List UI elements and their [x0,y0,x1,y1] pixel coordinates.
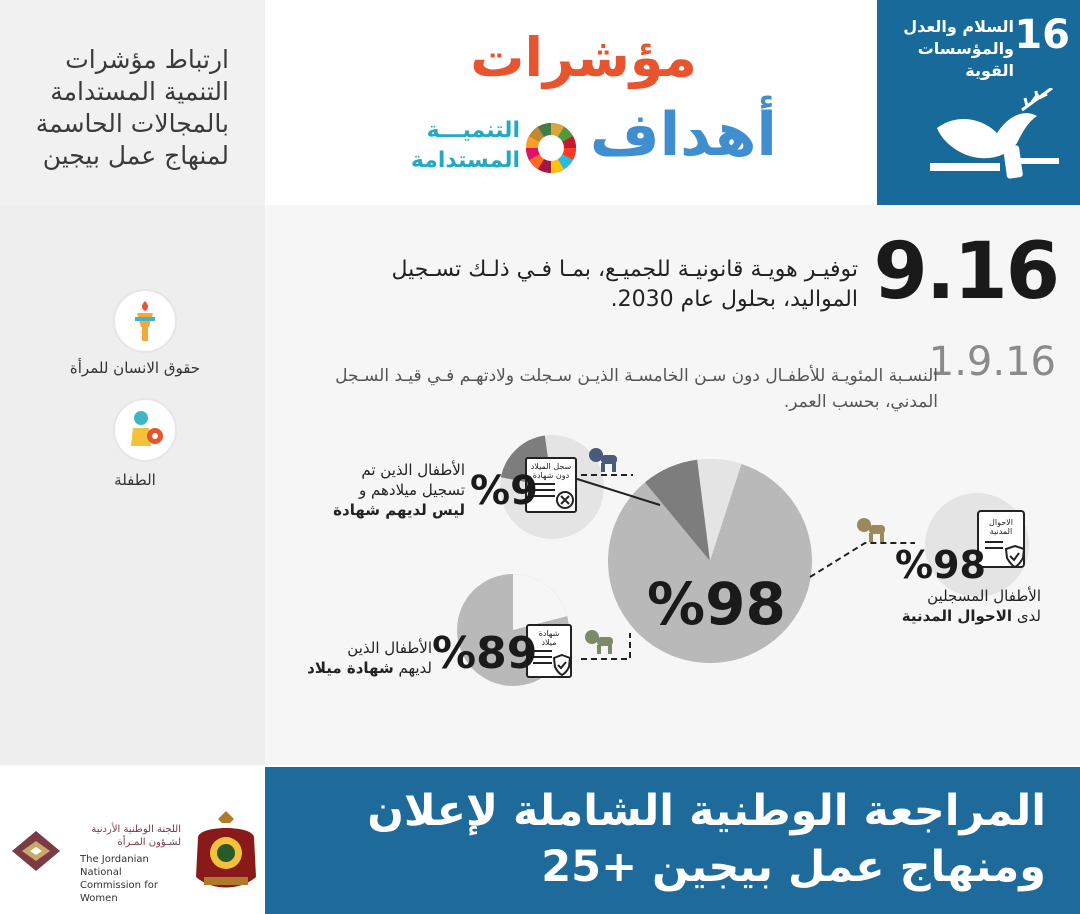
subtitle-line: التنمية المستدامة [50,77,229,106]
subtitle [9,44,229,172]
target-number: 9.16 [873,227,1058,317]
torch-icon [115,291,175,351]
note-line: الأطفال المسجلين [927,587,1041,605]
title-goals: أهداف [589,100,777,170]
main-percentage [647,570,786,638]
goal-title-line: السلام والعدل [903,17,1014,36]
doc-label: سجل الميلاد [530,462,572,471]
percent-sign: % [895,543,934,587]
sidebar-item-icon [113,289,177,353]
doc-label: دون شهادة [532,471,570,480]
doc-label: ميلاد [541,638,557,647]
percent-value: 9 [510,468,538,514]
logos-panel [0,765,265,914]
note-line: لدى [1016,607,1041,625]
title-indicators: مؤشرات [470,26,697,89]
dove-gavel-icon [927,88,1067,188]
registered-note [876,586,1041,626]
with-cert-percentage [432,628,537,679]
goal-number: 16 [1014,12,1070,58]
with-cert-note [270,638,432,678]
note-line: الأطفال الذين [347,639,432,657]
sidebar-item-icon [113,398,177,462]
commission-logo-icon [8,827,64,877]
subtitle-line: ارتباط مؤشرات [65,45,229,74]
percent-value: 98 [705,570,786,638]
baby-icon [857,518,885,542]
baby-icon [585,630,613,654]
doc-label: المدنية [989,527,1013,536]
doc-label: الاحوال [989,518,1013,527]
jordan-coat-of-arms-icon [190,807,262,893]
subtitle-panel [0,0,265,205]
indicator-text-line: المدني، بحسب العمر. [783,392,938,412]
banner-title [286,783,1046,895]
sdg-word-development: التنميـــة [426,118,520,143]
sdg-wheel-icon [525,122,577,174]
no-cert-percentage [470,468,538,514]
note-line-bold: ليس لديهم شهادة [333,501,465,519]
commission-name-arabic [76,823,181,849]
percent-sign: % [432,628,477,679]
note-line: تسجيل ميلادهم و [359,481,465,499]
percent-sign: % [470,468,511,514]
commission-name-line: Commission for Women [80,880,158,904]
goal-title [889,16,1014,82]
sidebar-item-label: الطفلة [114,471,156,489]
subtitle-line: لمنهاج عمل بيجين [42,141,229,170]
commission-name-line: The Jordanian National [80,854,149,878]
goal-title-line: القوية [965,61,1014,80]
subtitle-line: بالمجالات الحاسمة [35,109,229,138]
note-line-bold: شهادة ميلاد [307,659,394,677]
indicator-number: 1.9.16 [928,339,1056,385]
commission-name-english [80,853,190,905]
sdg-word-sustainable: المستدامة [410,148,520,173]
review-banner [265,767,1080,914]
goal-title-line: والمؤسسات [917,39,1014,58]
registered-percentage [895,543,986,587]
percent-value: 98 [933,543,986,587]
goal-16-panel [877,0,1080,205]
target-text-line: توفيـر هويـة قانونيـة للجميـع، بمـا فـي ذلـك تسـجيل [391,257,858,282]
sidebar-item-label: حقوق الانسان للمرأة [69,359,201,377]
note-line: لديهم [398,659,432,677]
no-cert-note [300,460,465,520]
commission-name-line: اللجنة الوطنية الأردنية [91,824,181,835]
sdg-title-panel [265,0,877,205]
percent-value: 89 [476,628,538,679]
sidebar [0,205,265,765]
banner-line: ومنهاج عمل بيجين +25 [541,842,1046,892]
doc-label: شهادة [538,629,560,638]
commission-name-line: لشـؤون المـرأة [117,837,181,848]
indicator-text-line: النسـبة المئويـة للأطفـال دون سـن الخامسـة الذيـن سـجلت ولادتهـم فـي قيـد السـجل [335,366,938,386]
girl-child-icon [115,400,175,460]
note-line-bold: الاحوال المدنية [901,607,1013,625]
target-text-line: المواليد، بحلول عام 2030. [610,287,858,312]
percent-sign: % [647,570,706,638]
note-line: الأطفال الذين تم [361,461,465,479]
banner-line: المراجعة الوطنية الشاملة لإعلان [367,786,1046,836]
